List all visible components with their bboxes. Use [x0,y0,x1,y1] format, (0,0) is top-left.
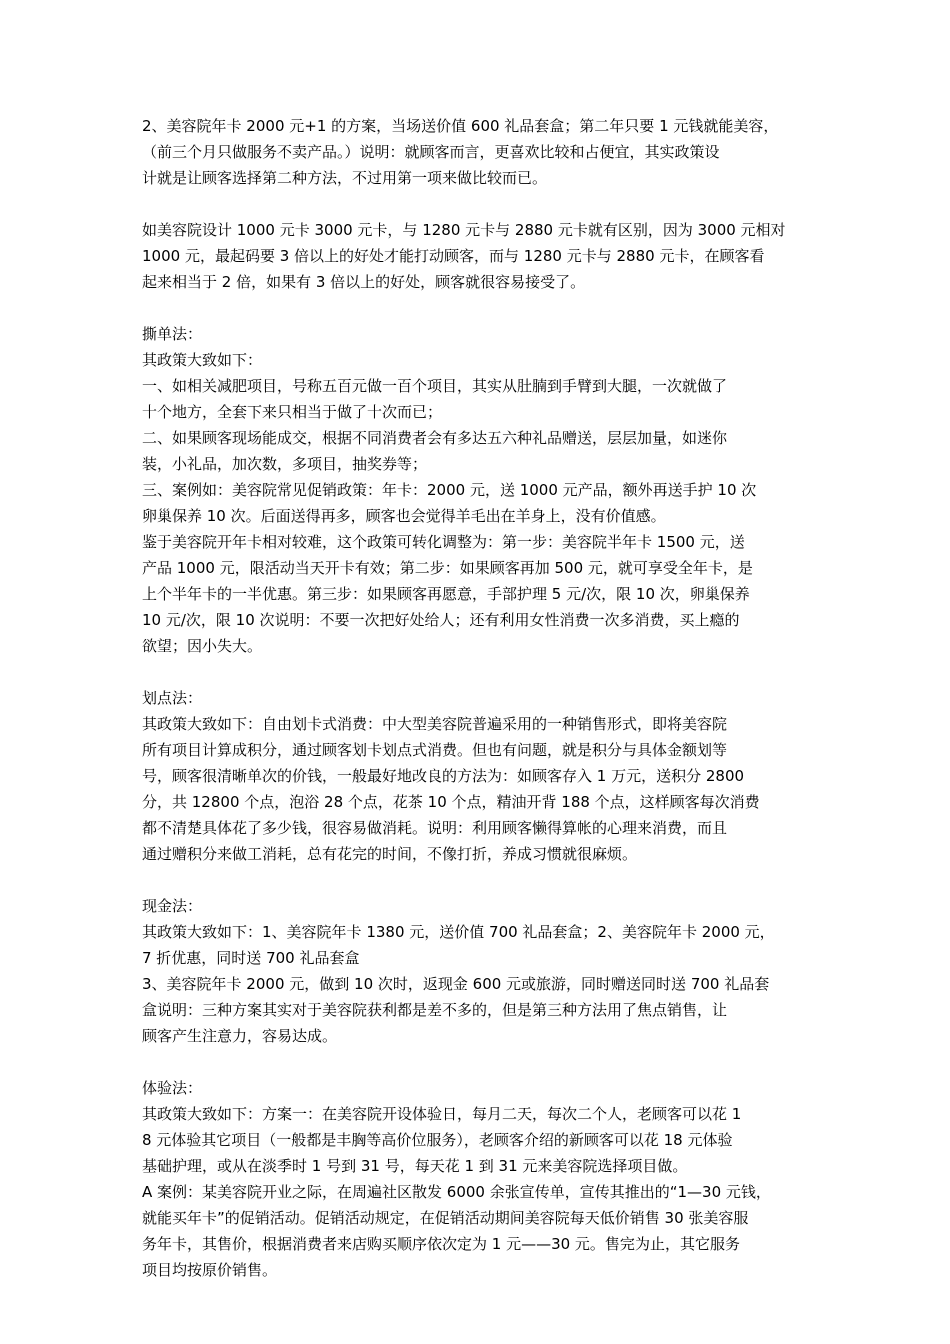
section-heading-huadian: 划点法： [142,689,203,707]
text-line: 二、如果顾客现场能成交，根据不同消费者会有多达五六种礼品赠送，层层加量，如迷你 [142,429,728,447]
text-line: 基础护理，或从在淡季时 1 号到 31 号，每天花 1 到 31 元来美容院选择项目做。 [142,1157,688,1175]
text-line: 3、美容院年卡 2000 元，做到 10 次时，返现金 600 元或旅游，同时赠送同时送 700 礼品套 [142,975,770,993]
text-line: 上个半年卡的一半优惠。第三步：如果顾客再愿意，手部护理 5 元/次，限 10 次，卵巢保养 [142,585,750,603]
text-line: 务年卡，其售价，根据消费者来店购买顺序依次定为 1 元——30 元。售完为止，其它服务 [142,1235,740,1253]
text-line: 装，小礼品，加次数，多项目，抽奖券等； [142,455,428,473]
text-line: 产品 1000 元，限活动当天开卡有效；第二步：如果顾客再加 500 元，就可享受全年卡，是 [142,559,753,577]
text-line: 鉴于美容院开年卡相对较难，这个政策可转化调整为：第一步：美容院半年卡 1500 元，送 [142,533,745,551]
text-line: 其政策大致如下：方案一：在美容院开设体验日，每月二天，每次二个人，老顾客可以花 1 [142,1105,742,1123]
paragraph-gap [142,659,814,685]
section-heading-sidan: 撕单法： [142,325,203,343]
document-page [142,113,814,1283]
text-line: 卵巢保养 10 次。后面送得再多，顾客也会觉得羊毛出在羊身上，没有价值感。 [142,507,666,525]
text-line: 所有项目计算成积分，通过顾客划卡划点式消费。但也有问题，就是积分与具体金额划等 [142,741,728,759]
text-line: 其政策大致如下： [142,351,263,369]
text-line: 其政策大致如下：1、美容院年卡 1380 元，送价值 700 礼品套盒；2、美容院年卡 2000 元， [142,923,775,941]
text-line: 都不清楚具体花了多少钱，很容易做消耗。说明：利用顾客懒得算帐的心理来消费，而且 [142,819,728,837]
paragraph-gap [142,295,814,321]
text-line: 欲望；因小失大。 [142,637,263,655]
text-line: 一、如相关减肥项目，号称五百元做一百个项目，其实从肚腩到手臂到大腿，一次就做了 [142,377,728,395]
text-line: 8 元体验其它项目（一般都是丰胸等高价位服务），老顾客介绍的新顾客可以花 18 元体验 [142,1131,733,1149]
text-line: 顾客产生注意力，容易达成。 [142,1027,338,1045]
text-line: 项目均按原价销售。 [142,1261,278,1279]
text-line: 就能买年卡”的促销活动。促销活动规定，在促销活动期间美容院每天低价销售 30 张美容服 [142,1209,749,1227]
text-line: 号，顾客很清晰单次的价钱，一般最好地改良的方法为：如顾客存入 1 万元，送积分 2800 [142,767,745,785]
text-line: 其政策大致如下：自由划卡式消费：中大型美容院普遍采用的一种销售形式，即将美容院 [142,715,728,733]
paragraph-gap [142,1049,814,1075]
section-heading-tiyan: 体验法： [142,1079,203,1097]
paragraph-gap [142,867,814,893]
text-line: 计就是让顾客选择第二种方法，不过用第一项来做比较而已。 [142,169,548,187]
text-line: 1000 元，最起码要 3 倍以上的好处才能打动顾客，而与 1280 元卡与 2880 元卡，在顾客看 [142,247,765,265]
text-line: 7 折优惠，同时送 700 礼品套盒 [142,949,360,967]
text-line: 2、美容院年卡 2000 元+1 的方案，当场送价值 600 礼品套盒；第二年只要 1 元钱就能美容， [142,117,779,135]
text-line: 盒说明：三种方案其实对于美容院获利都是差不多的，但是第三种方法用了焦点销售，让 [142,1001,728,1019]
text-line: 分，共 12800 个点，泡浴 28 个点，花茶 10 个点，精油开背 188 个点，这样顾客每次消费 [142,793,760,811]
text-line: A 案例：某美容院开业之际，在周遍社区散发 6000 余张宣传单，宣传其推出的“1—30 元钱， [142,1183,771,1201]
text-line: 三、案例如：美容院常见促销政策：年卡：2000 元，送 1000 元产品，额外再送手护 10 次 [142,481,757,499]
paragraph-gap [142,191,814,217]
text-line: （前三个月只做服务不卖产品。）说明：就顾客而言，更喜欢比较和占便宜，其实政策设 [142,143,720,161]
text-line: 十个地方，全套下来只相当于做了十次而已； [142,403,443,421]
text-line: 如美容院设计 1000 元卡 3000 元卡，与 1280 元卡与 2880 元卡就有区别，因为 3000 元相对 [142,221,786,239]
text-line: 通过赠积分来做工消耗，总有花完的时间，不像打折，养成习惯就很麻烦。 [142,845,638,863]
text-line: 起来相当于 2 倍，如果有 3 倍以上的好处，顾客就很容易接受了。 [142,273,586,291]
section-heading-xianjin: 现金法： [142,897,203,915]
text-line: 10 元/次，限 10 次说明：不要一次把好处给人；还有利用女性消费一次多消费，买上瘾的 [142,611,740,629]
